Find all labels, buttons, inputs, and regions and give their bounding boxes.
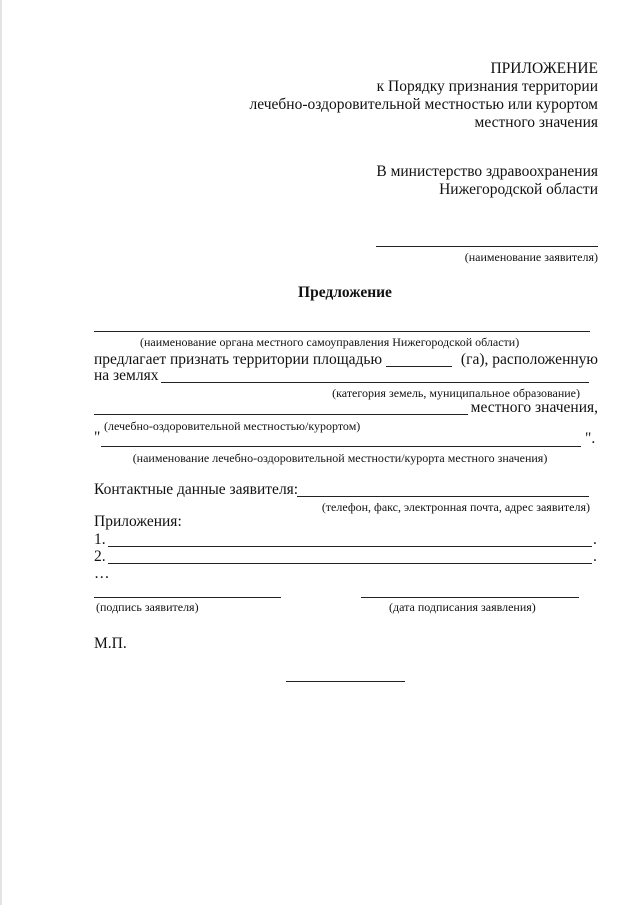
attachment-item-2-line xyxy=(108,563,592,564)
kind-line xyxy=(94,414,468,415)
local-significance-text: местного значения, xyxy=(470,399,598,416)
document-title: Предложение xyxy=(298,284,392,301)
kind-caption: (лечебно-оздоровительной местностью/курортом) xyxy=(104,419,361,433)
attachment-item-2-dot: . xyxy=(593,548,597,565)
appendix-line-1: к Порядку признания территории xyxy=(376,78,598,95)
signature-caption: (подпись заявителя) xyxy=(96,600,199,614)
attachments-ellipsis: … xyxy=(94,565,110,582)
proposes-suffix: (га), расположенную xyxy=(460,351,598,368)
scan-edge-shadow xyxy=(0,0,2,905)
quote-close: ". xyxy=(585,430,596,447)
contacts-label: Контактные данные заявителя: xyxy=(94,481,299,498)
appendix-line-2: лечебно-оздоровительной местностью или курортом xyxy=(249,96,598,113)
date-line xyxy=(361,597,579,598)
applicant-name-line xyxy=(376,246,598,247)
attachment-item-1-line xyxy=(108,546,592,547)
on-lands-label: на землях xyxy=(94,367,159,384)
appendix-title: ПРИЛОЖЕНИЕ xyxy=(490,60,598,77)
attachment-item-1-number: 1. xyxy=(94,531,106,548)
quote-open: " xyxy=(94,429,101,446)
area-blank-line xyxy=(386,366,452,367)
contacts-caption: (телефон, факс, электронная почта, адрес заявителя) xyxy=(321,500,590,514)
resort-name-line xyxy=(101,446,581,447)
closing-separator-line xyxy=(286,681,405,682)
applicant-name-caption: (наименование заявителя) xyxy=(464,250,598,264)
land-category-line xyxy=(161,382,589,383)
appendix-line-3: местного значения xyxy=(474,114,598,131)
contacts-line xyxy=(297,496,589,497)
signature-line xyxy=(94,597,281,598)
attachments-label: Приложения: xyxy=(94,513,182,530)
authority-caption: (наименование органа местного самоуправления Нижегородской области) xyxy=(140,335,520,349)
authority-name-line xyxy=(94,331,590,332)
stamp-label: М.П. xyxy=(94,635,127,652)
resort-name-caption: (наименование лечебно-оздоровительной местности/курорта местного значения) xyxy=(132,451,548,465)
attachment-item-2-number: 2. xyxy=(94,548,106,565)
addressee-line-1: В министерство здравоохранения xyxy=(376,163,598,180)
proposes-text: предлагает признать территории площадью xyxy=(94,351,383,368)
date-caption: (дата подписания заявления) xyxy=(389,600,536,614)
attachment-item-1-dot: . xyxy=(593,531,597,548)
addressee-line-2: Нижегородской области xyxy=(439,181,598,198)
land-category-caption: (категория земель, муниципальное образование) xyxy=(332,386,580,400)
